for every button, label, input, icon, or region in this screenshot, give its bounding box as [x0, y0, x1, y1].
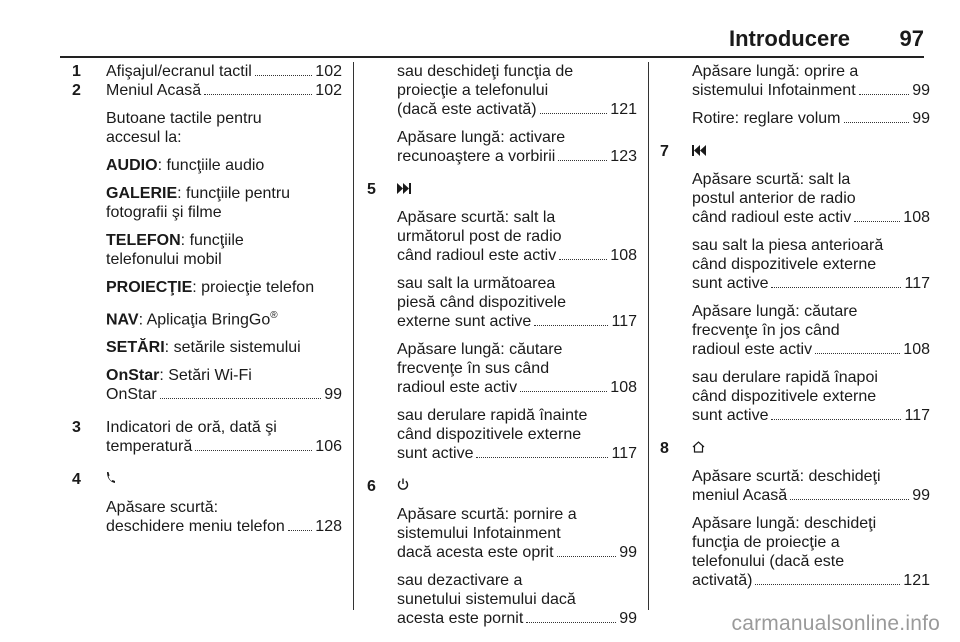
item-number: 1 — [72, 63, 81, 80]
column-divider — [648, 62, 649, 610]
paragraph: TELEFON: funcţiile telefonului mobil — [106, 232, 244, 268]
page-title: Introducere — [728, 26, 850, 51]
page-ref[interactable]: 117 — [904, 407, 930, 424]
item-number: 2 — [72, 82, 81, 99]
page-ref[interactable]: 121 — [903, 572, 930, 589]
page-ref[interactable]: 99 — [324, 386, 342, 404]
skip-back-icon — [692, 142, 706, 161]
page-ref[interactable]: 108 — [610, 379, 637, 396]
page-ref[interactable]: 123 — [610, 148, 637, 165]
list-item-3: 3 Indicatori de oră, dată şi temperatură 106 — [72, 419, 342, 456]
paragraph: NAV: Aplicaţia BringGo® — [106, 310, 278, 329]
item-text: Afişajul/ecranul tactil — [106, 63, 252, 80]
list-item-5: 5 Apăsare scurtă: salt la următorul post de radio când radioul este activ 108 sau salt la următoarea piesă când dispozitivele externe sunt active 117 Apăsare lungă: căutare frecvenţe în sus când radioul este activ 108 sau derulare rapidă înainte când dispozitivele externe sunt active 117 — [367, 181, 637, 462]
power-icon — [397, 477, 409, 496]
phone-icon — [106, 470, 116, 489]
list-item-1 — [72, 62, 342, 81]
continued-text: Apăsare lungă: oprire a sistemului Infotainment 99 Rotire: reglare volum 99 — [692, 63, 930, 127]
paragraph: PROIECŢIE: proiecţie telefon — [106, 279, 315, 296]
page-ref[interactable]: 117 — [611, 445, 637, 462]
button-label: AUDIO — [106, 157, 158, 174]
item-number: 6 — [367, 478, 376, 495]
continued-text: sau deschideţi funcţia de proiecţie a telefonului (dacă este activată) 121 Apăsare lungă: activare recunoaştere a vorbirii 123 — [397, 63, 637, 165]
button-label: GALERIE — [106, 185, 178, 202]
paragraph: SETĂRI: setările sistemului — [106, 339, 301, 357]
item-number: 7 — [660, 143, 669, 160]
paragraph: GALERIE: funcţiile pentru fotografii şi filme — [106, 185, 291, 221]
column-3 — [660, 62, 930, 590]
page-ref[interactable]: 102 — [315, 82, 342, 99]
page-ref[interactable]: 128 — [315, 518, 342, 536]
page-ref[interactable]: 99 — [912, 110, 930, 127]
item-number: 5 — [367, 181, 376, 198]
column-2 — [367, 62, 637, 628]
page-ref[interactable]: 108 — [610, 247, 637, 264]
button-label: PROIECŢIE — [106, 279, 193, 296]
watermark: carmanualsonline.info — [731, 612, 940, 635]
paragraph: OnStar: Setări Wi-Fi OnStar 99 — [106, 367, 342, 404]
registered-mark: ® — [270, 310, 278, 321]
page-ref[interactable]: 99 — [619, 544, 637, 561]
list-item-8: 8 Apăsare scurtă: deschideţi meniul Acasă 99 Apăsare lungă: deschideţi funcţia de proiecţie a telefonului (dacă este activată) 121 — [660, 440, 930, 589]
list-item-2 — [72, 81, 342, 404]
page-ref[interactable]: 99 — [912, 82, 930, 99]
page-ref[interactable]: 117 — [611, 313, 637, 330]
item-number: 8 — [660, 440, 669, 457]
paragraph: AUDIO: funcţiile audio — [106, 157, 265, 174]
paragraph: Butoane tactile pentru accesul la: — [106, 110, 262, 146]
page-ref[interactable]: 117 — [904, 275, 930, 292]
home-icon — [692, 439, 705, 458]
button-label: TELEFON — [106, 232, 181, 249]
item-number: 4 — [72, 471, 81, 489]
page-ref[interactable]: 99 — [912, 487, 930, 504]
page-ref[interactable]: 121 — [610, 101, 637, 118]
list-item-6: 6 Apăsare scurtă: pornire a sistemului Infotainment dacă acesta este oprit 99 sau dezactivare a sunetului sistemului dacă acesta este pornit 99 — [367, 478, 637, 627]
page-ref[interactable]: 108 — [903, 209, 930, 226]
skip-forward-icon — [397, 180, 411, 199]
page-ref[interactable]: 106 — [315, 438, 342, 456]
button-label: SETĂRI — [106, 339, 165, 357]
button-label: OnStar — [106, 367, 160, 385]
button-label: NAV — [106, 311, 139, 329]
list-item-7: 7 Apăsare scurtă: salt la postul anterior de radio când radioul este activ 108 sau salt la piesa anterioară când dispozitivele externe sunt active 117 Apăsare lungă: căutare frecvenţe în jos când radioul este activ 108 sau derulare rapidă înapoi când dispozitivele externe sunt active 117 — [660, 143, 930, 424]
page-number: 97 — [899, 26, 924, 51]
item-number: 3 — [72, 419, 81, 437]
list-item-4: 4 Apăsare scurtă: deschidere meniu telefon 128 — [72, 471, 342, 536]
page-ref[interactable]: 108 — [903, 341, 930, 358]
page-ref[interactable]: 102 — [315, 63, 342, 80]
page-header — [60, 22, 924, 58]
item-text: Meniul Acasă — [106, 82, 202, 99]
column-divider — [353, 62, 354, 610]
page-ref[interactable]: 99 — [619, 610, 637, 627]
column-1 — [72, 62, 342, 536]
